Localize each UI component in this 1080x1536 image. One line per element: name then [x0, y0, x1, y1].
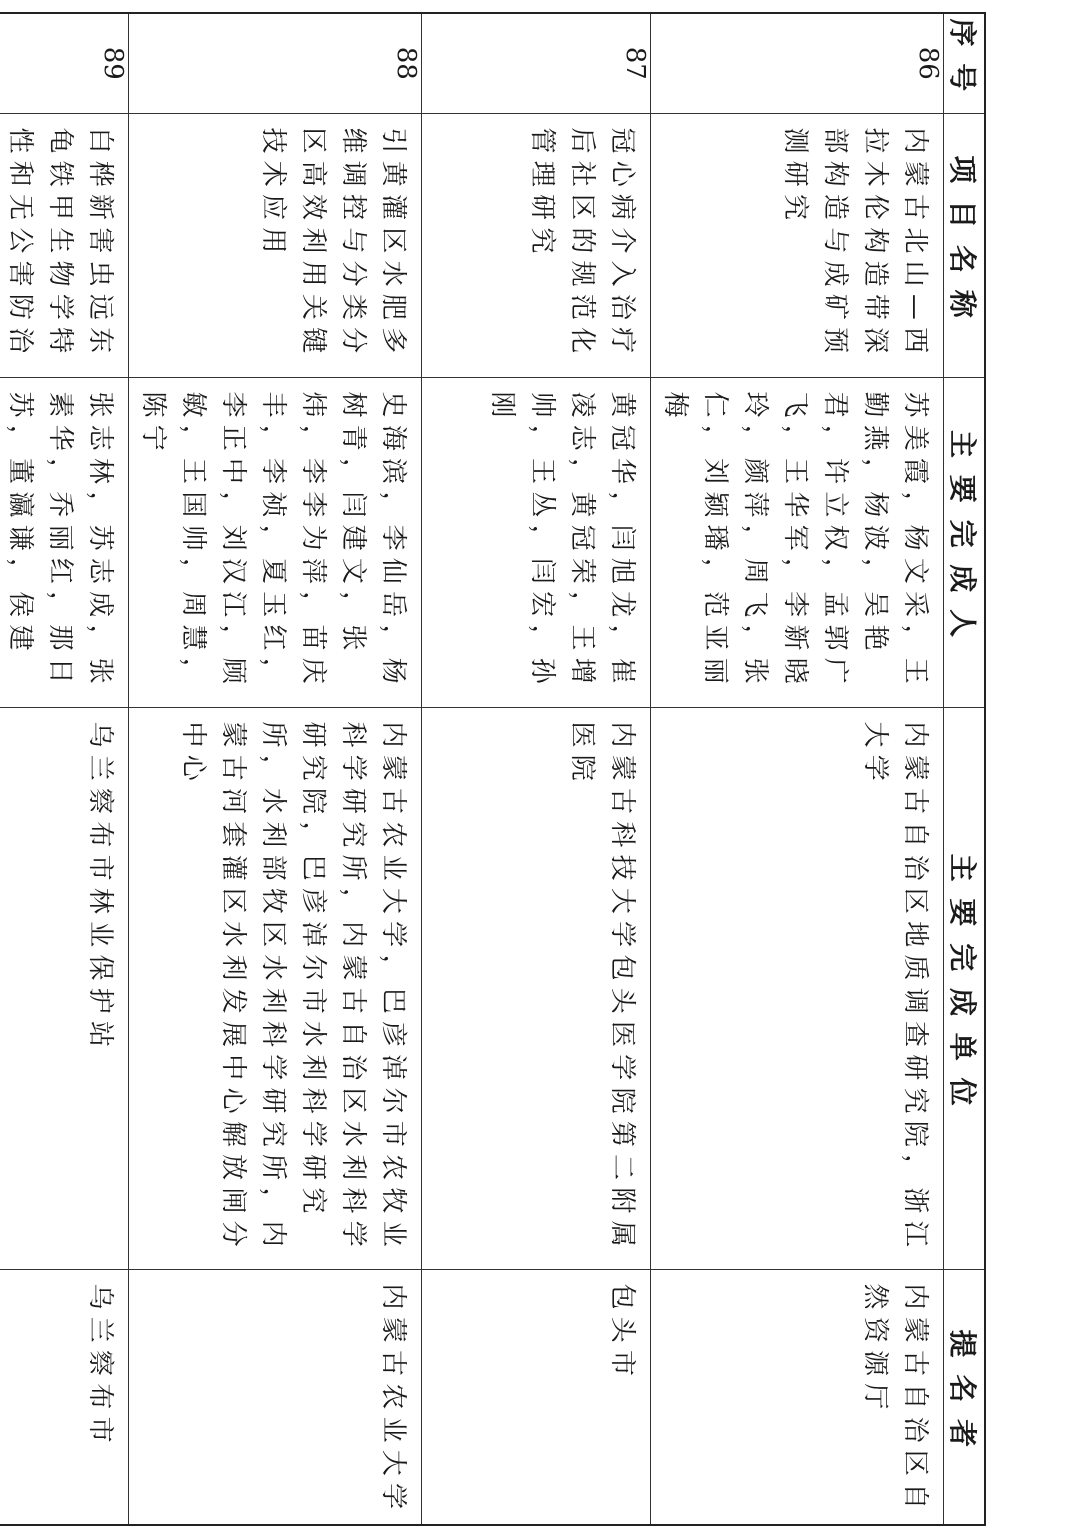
award-nomination-table: [0, 12, 986, 1526]
row-units: 内蒙古农业大学，巴彦淖尔市农牧业科学研究所，内蒙古自治区水利科学研究院，巴彦淖尔市水利科学研究所，水利部牧区水利科学研究所，内蒙古河套灌区水利发展中心解放闸分中心: [129, 707, 422, 1269]
table-header-row: [944, 13, 986, 1525]
row-serial-number: 88: [129, 13, 422, 113]
table-row: [0, 13, 129, 1525]
header-nominator: 提名者: [944, 1269, 986, 1525]
rotated-table-wrapper: [5, 12, 986, 1524]
table-row: [422, 13, 651, 1525]
row-nominator: 内蒙古农业大学: [129, 1269, 422, 1525]
row-units: 乌兰察布市林业保护站: [0, 707, 129, 1269]
row-nominator: 乌兰察布市: [0, 1269, 129, 1525]
row-nominator: 包头市: [422, 1269, 651, 1525]
row-contributors: 苏美霞，杨文采，王勤燕，杨波，吴艳君，许立权，孟郭广飞，王华军，李新晓玲，颜萍，周飞，张仁，刘颖璠，范亚丽梅: [651, 377, 944, 707]
header-main-contributors: 主要完成人: [944, 377, 986, 707]
row-serial-number: 89: [0, 13, 129, 113]
row-project-name: 引黄灌区水肥多维调控与分类分区高效利用关键技术应用: [129, 113, 422, 377]
header-serial-number: 序号: [944, 13, 986, 113]
row-project-name: 白桦新害虫远东龟铁甲生物学特性和无公害防治: [0, 113, 129, 377]
row-contributors: 史海滨，李仙岳，杨树青，闫建文，张炜，李李为萍，苗庆丰，李祯，夏玉红，李正中，刘汉江，顾敏，王国帅，周慧，陈宁: [129, 377, 422, 707]
row-serial-number: 86: [651, 13, 944, 113]
row-contributors: 黄冠华，闫旭龙，崔凌志，黄冠荣，王增帅，王丛，闫宏，孙刚: [422, 377, 651, 707]
header-project-name: 项目名称: [944, 113, 986, 377]
row-contributors: 张志林，苏志成，张素华，乔丽红，那日苏，董瀛谦，侯建: [0, 377, 129, 707]
row-units: 内蒙古科技大学包头医学院第二附属医院: [422, 707, 651, 1269]
row-project-name: 内蒙古北山—西拉木伦构造带深部构造与成矿预测研究: [651, 113, 944, 377]
row-nominator: 内蒙古自治区自然资源厅: [651, 1269, 944, 1525]
header-main-units: 主要完成单位: [944, 707, 986, 1269]
row-serial-number: 87: [422, 13, 651, 113]
row-units: 内蒙古自治区地质调查研究院，浙江大学: [651, 707, 944, 1269]
row-project-name: 冠心病介入治疗后社区的规范化管理研究: [422, 113, 651, 377]
table-row: [129, 13, 422, 1525]
table-row: [651, 13, 944, 1525]
